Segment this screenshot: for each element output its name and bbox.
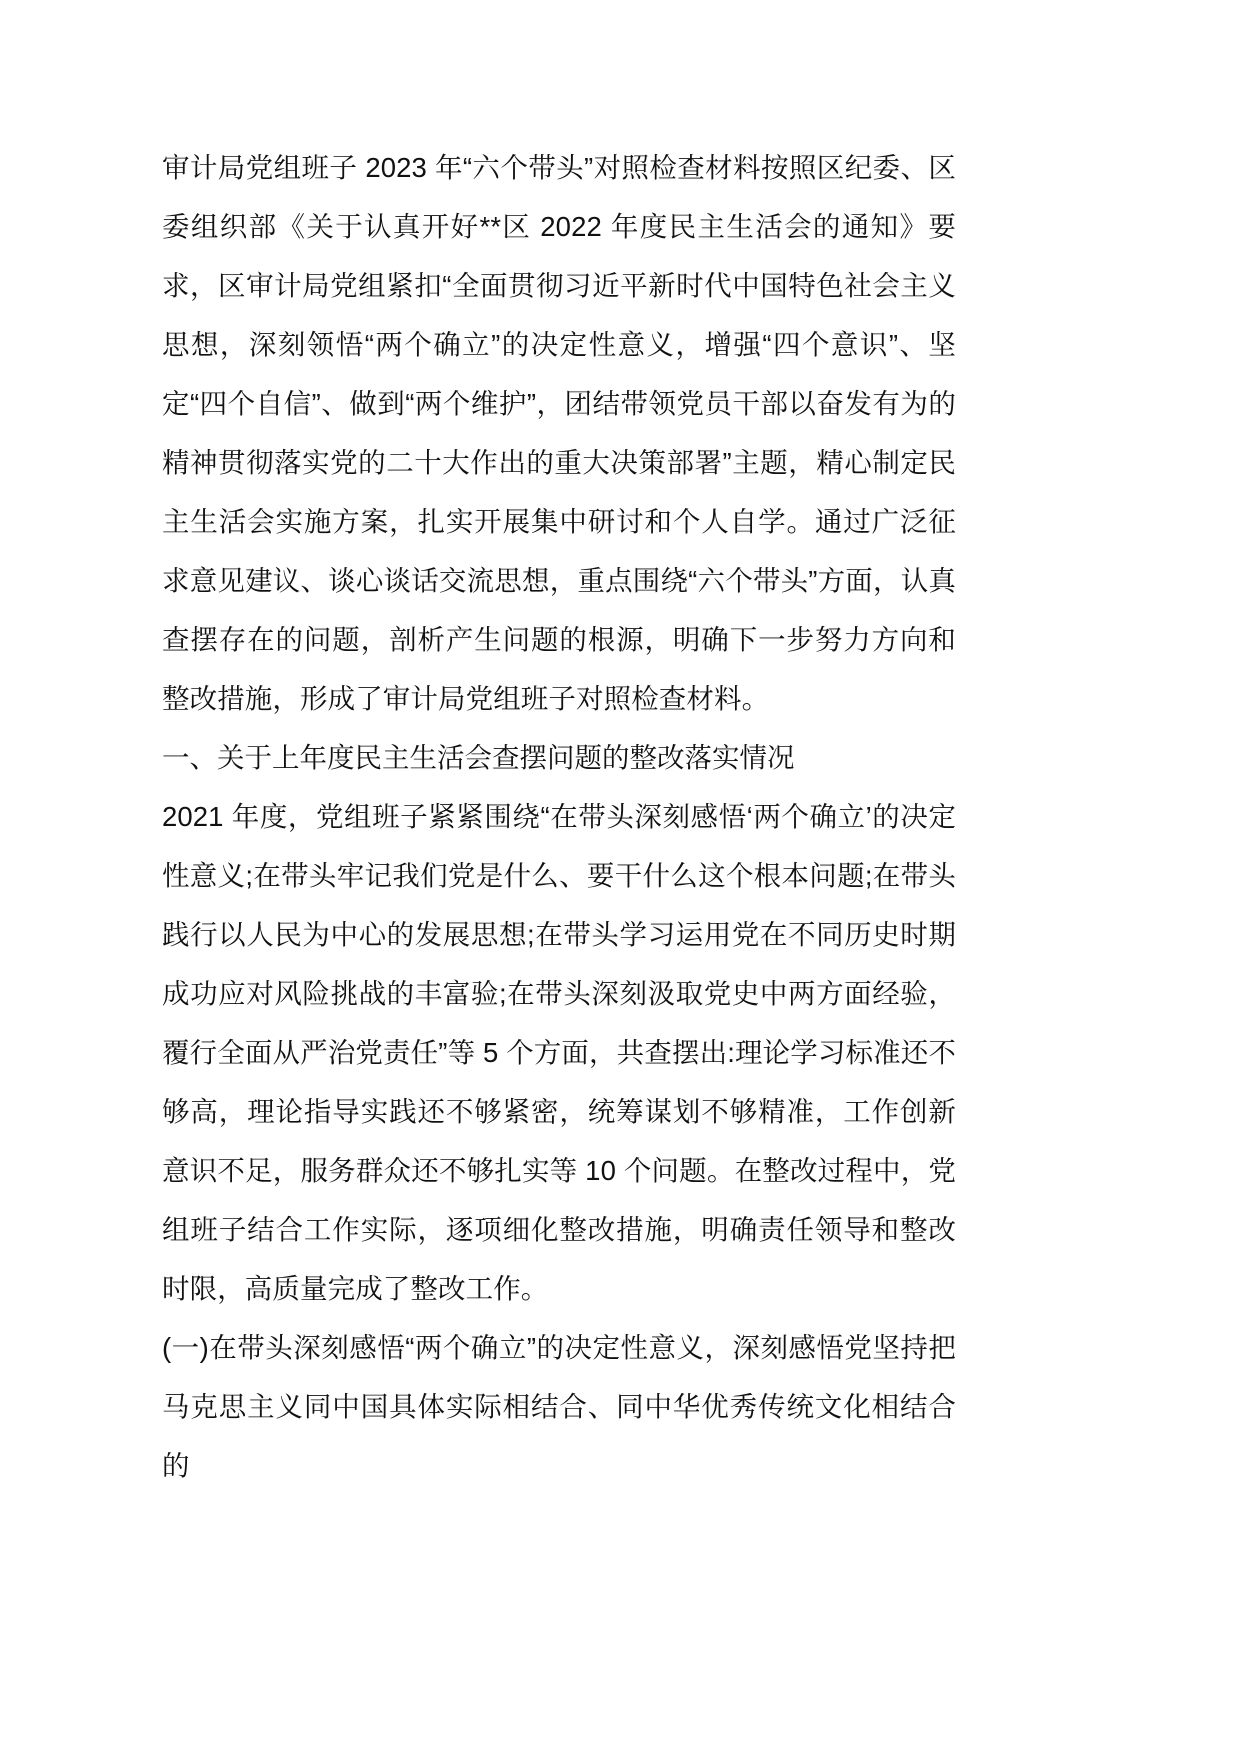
subsection-one-body: (一)在带头深刻感悟“两个确立”的决定性意义，深刻感悟党坚持把马克思主义同中国具体实际相结合、同中华优秀传统文化相结合的 <box>162 1332 956 1481</box>
section-one-body: 2021 年度，党组班子紧紧围绕“在带头深刻感悟‘两个确立’的决定性意义;在带头牢记我们党是什么、要干什么这个根本问题;在带头践行以人民为中心的发展思想;在带头学习运用党在不同历史时期成功应对风险挑战的丰富验;在带头深刻汲取党史中两方面经验，覆行全面从严治党责任”等 5 个方面，共查摆出:理论学习标准还不够高，理论指导实践还不够紧密，统筹谋划不够精准，工作创新意识不足，服务群众还不够扎实等 10 个问题。在整改过程中，党组班子结合工作实际，逐项细化整改措施，明确责任领导和整改时限，高质量完成了整改工作。 <box>162 801 956 1304</box>
section-heading-one: 一、关于上年度民主生活会查摆问题的整改落实情况 <box>162 742 795 773</box>
document-body <box>162 138 956 1495</box>
intro-paragraph: 审计局党组班子 2023 年“六个带头”对照检查材料按照区纪委、区委组织部《关于认真开好**区 2022 年度民主生活会的通知》要求，区审计局党组紧扣“全面贯彻习近平新时代中国特色社会主义思想，深刻领悟“两个确立”的决定性意义，增强“四个意识”、坚定“四个自信”、做到“两个维护”，团结带领党员干部以奋发有为的精神贯彻落实党的二十大作出的重大决策部署”主题，精心制定民主生活会实施方案，扎实开展集中研讨和个人自学。通过广泛征求意见建议、谈心谈话交流思想，重点围绕“六个带头”方面，认真查摆存在的问题，剖析产生问题的根源，明确下一步努力方向和整改措施，形成了审计局党组班子对照检查材料。 <box>162 152 956 714</box>
